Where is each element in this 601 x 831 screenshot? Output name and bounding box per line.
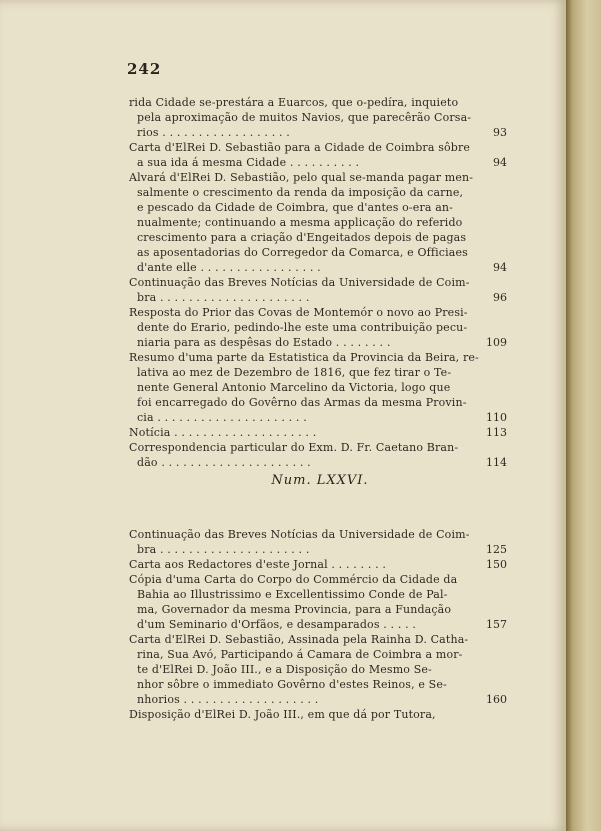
toc-entry-line: Resposta do Prior das Covas de Montemór o novo ao Presi- [129,306,468,319]
toc-entry-line: Disposição d'ElRei D. João III., em que dá por Tutora, [129,708,436,721]
toc-entry [129,632,507,707]
toc-entry-page-number: 114 [486,456,507,469]
toc-entry-line: Alvará d'ElRei D. Sebastião, pelo qual se-manda pagar men- [129,171,474,184]
toc-entry-page-number: 94 [493,156,507,169]
toc-entry-line: Correspondencia particular do Exm. D. Fr. Caetano Bran- [129,441,459,454]
toc-entry [129,95,507,140]
toc-entry [129,572,507,632]
toc-entry-line: foi encarregado do Govêrno das Armas da mesma Provin- [137,396,467,409]
toc-section-2 [129,527,507,722]
toc-entry-line: rios . . . . . . . . . . . . . . . . . . [137,126,290,139]
toc-entry [129,140,507,170]
toc-entry-line: ma, Governador da mesma Provincia, para a Fundação [137,603,452,616]
toc-entry-page-number: 160 [486,693,507,706]
toc-entry-page-number: 125 [486,543,507,556]
toc-entry-line: crescimento para a criação d'Engeitados depois de pagas [137,231,467,244]
page-number: 242 [127,60,162,78]
toc-entry-page-number: 96 [493,291,507,304]
section-heading: Num. LXXVI. [271,473,369,488]
toc-entry [129,425,507,440]
toc-entry-line: nente General Antonio Marcelino da Victoria, logo que [137,381,451,394]
toc-entry-line: nhorios . . . . . . . . . . . . . . . . . . . [137,693,319,706]
toc-entry-line: niaria para as despêsas do Estado . . . . . . . . [137,336,391,349]
toc-entry-line: Continuação das Breves Notícias da Universidade de Coim- [129,528,470,541]
toc-entry-line: Cópia d'uma Carta do Corpo do Commércio da Cidade da [129,573,458,586]
toc-entry-line: salmente o crescimento da renda da imposição da carne, [137,186,464,199]
toc-entry-page-number: 157 [486,618,507,631]
toc-entry-line: Carta aos Redactores d'este Jornal . . . . . . . . [129,558,387,571]
toc-entry-page-number: 150 [486,558,507,571]
toc-entry-line: as aposentadorias do Corregedor da Comarca, e Officiaes [137,246,468,259]
toc-entry [129,170,507,275]
toc-entry-line: bra . . . . . . . . . . . . . . . . . . . . . [137,291,310,304]
toc-entry-line: Bahia ao Illustrissimo e Excellentissimo Conde de Pal- [137,588,448,601]
toc-entry-line: pela aproximação de muitos Navios, que parecêrão Corsa- [137,111,472,124]
toc-entry-line: dente do Erario, pedindo-lhe este uma contribuição pecu- [137,321,468,334]
toc-entry [129,275,507,305]
toc-entry-page-number: 94 [493,261,507,274]
toc-entry-line: Carta d'ElRei D. Sebastião para a Cidade de Coimbra sôbre [129,141,471,154]
toc-entry-line: rina, Sua Avó, Participando á Camara de Coimbra a mor- [137,648,463,661]
toc-entry-line: e pescado da Cidade de Coimbra, que d'antes o-era an- [137,201,454,214]
toc-entry-line: d'ante elle . . . . . . . . . . . . . . . . . [137,261,321,274]
toc-entry-line: d'um Seminario d'Orfãos, e desamparados . . . . . [137,618,417,631]
toc-entry-line: cia . . . . . . . . . . . . . . . . . . . . . [137,411,307,424]
toc-entry-line: Continuação das Breves Notícias da Universidade de Coim- [129,276,470,289]
toc-entry-line: Carta d'ElRei D. Sebastião, Assinada pela Rainha D. Catha- [129,633,469,646]
toc-entry-line: nualmente; continuando a mesma applicação do referido [137,216,463,229]
toc-entry-line: Notícia . . . . . . . . . . . . . . . . . . . . [129,426,317,439]
toc-section-1 [129,95,507,470]
toc-entry-line: nhor sôbre o immediato Govêrno d'estes Reinos, e Se- [137,678,447,691]
toc-entry-line: Resumo d'uma parte da Estatistica da Provincia da Beira, re- [129,351,479,364]
toc-entry [129,527,507,557]
toc-entry-line: dão . . . . . . . . . . . . . . . . . . . . . [137,456,311,469]
toc-entry-page-number: 109 [486,336,507,349]
toc-entry-page-number: 110 [486,411,507,424]
toc-entry-line: lativa ao mez de Dezembro de 1816, que fez tirar o Te- [137,366,452,379]
toc-entry [129,707,485,722]
toc-entry [129,350,507,425]
page-edge-strip [566,0,601,831]
toc-entry-line: te d'ElRei D. João III., e a Disposição do Mesmo Se- [137,663,432,676]
toc-entry-page-number: 93 [493,126,507,139]
toc-entry-line: rida Cidade se-prestára a Euarcos, que o-pedíra, inquieto [129,96,459,109]
toc-entry [129,305,507,350]
toc-entry-line: bra . . . . . . . . . . . . . . . . . . . . . [137,543,310,556]
toc-entry [129,440,507,470]
toc-entry-page-number: 113 [486,426,507,439]
toc-entry [129,557,507,572]
toc-entry-line: a sua ida á mesma Cidade . . . . . . . . . . [137,156,360,169]
